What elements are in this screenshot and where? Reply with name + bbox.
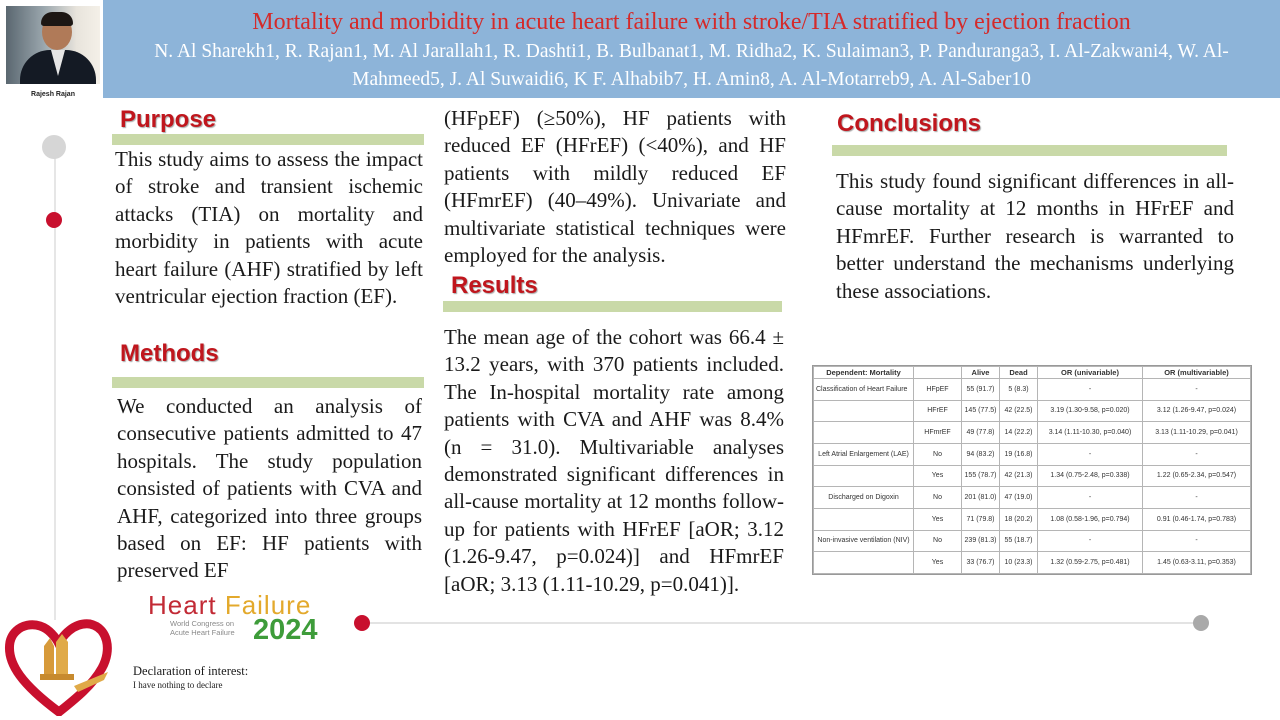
table-cell: Yes (914, 508, 962, 530)
table-row (814, 400, 1251, 422)
table-cell: Non-invasive ventilation (NIV) (814, 530, 914, 552)
table-cell (814, 465, 914, 487)
table-cell: Yes (914, 465, 962, 487)
methods-text-continued: (HFpEF) (≥50%), HF patients with reduced EF (HFrEF) (<40%), and HF patients with mildly reduced EF (HFmrEF) (40–49%). Univariate and multivariate statistical techniques were employed for the analysis. (444, 106, 786, 268)
table-cell: 10 (23.3) (1000, 552, 1038, 574)
logo-subtitle: World Congress on (170, 619, 235, 628)
table-header: OR (multivariable) (1143, 367, 1251, 379)
table-header: Dead (1000, 367, 1038, 379)
timeline-horizontal (362, 622, 1202, 624)
timeline-dot-red (46, 212, 62, 228)
table-cell: 1.45 (0.63-3.11, p=0.353) (1143, 552, 1251, 574)
table-cell: 49 (77.8) (962, 422, 1000, 444)
logo-year: 2024 (253, 614, 318, 646)
table-row (814, 422, 1251, 444)
table-cell (814, 422, 914, 444)
methods-divider (112, 377, 424, 388)
table-cell: HFmrEF (914, 422, 962, 444)
table-cell: No (914, 443, 962, 465)
table-cell: 3.14 (1.11-10.30, p=0.040) (1038, 422, 1143, 444)
table-cell: 201 (81.0) (962, 487, 1000, 509)
table-cell: 3.13 (1.11-10.29, p=0.041) (1143, 422, 1251, 444)
table-cell: Classification of Heart Failure (814, 379, 914, 401)
logo-word-heart: Heart (148, 590, 217, 620)
poster-title: Mortality and morbidity in acute heart failure with stroke/TIA stratified by ejection fraction (252, 9, 1131, 35)
table-cell: 5 (8.3) (1000, 379, 1038, 401)
table-cell (814, 400, 914, 422)
table-cell: 1.32 (0.59-2.75, p=0.481) (1038, 552, 1143, 574)
table-header: Alive (962, 367, 1000, 379)
presenter-name: Rajesh Rajan (31, 91, 75, 98)
purpose-heading: Purpose (120, 106, 217, 133)
table-header (914, 367, 962, 379)
table-cell: 1.08 (0.58-1.96, p=0.794) (1038, 508, 1143, 530)
results-heading: Results (451, 272, 538, 299)
declaration-title: Declaration of interest: (133, 664, 249, 678)
table-cell: - (1143, 487, 1251, 509)
header-banner (103, 0, 1280, 98)
table-cell: 3.12 (1.26-9.47, p=0.024) (1143, 400, 1251, 422)
table-cell: 155 (78.7) (962, 465, 1000, 487)
table-header: Dependent: Mortality (814, 367, 914, 379)
table-header: OR (univariable) (1038, 367, 1143, 379)
conclusions-divider (832, 145, 1227, 156)
table-cell: No (914, 530, 962, 552)
table-cell: 1.22 (0.65-2.34, p=0.547) (1143, 465, 1251, 487)
table-cell: Left Atrial Enlargement (LAE) (814, 443, 914, 465)
table-cell: - (1143, 443, 1251, 465)
table-cell: - (1038, 443, 1143, 465)
table-cell: 0.91 (0.46-1.74, p=0.783) (1143, 508, 1251, 530)
conclusions-heading: Conclusions (837, 110, 982, 137)
table-header-row (814, 367, 1251, 379)
table-row (814, 465, 1251, 487)
table-cell: 42 (22.5) (1000, 400, 1038, 422)
table-cell: - (1143, 379, 1251, 401)
results-text: The mean age of the cohort was 66.4 ± 13.2 years, with 370 patients included. The In-hospital mortality rate among patients with CVA and AHF was 8.4% (n = 31.0). Multivariable analyses demonstrated significant differences in all-cause mortality at 12 months follow-up for patients with HFrEF [aOR; 3.12 (1.26-9.47, p=0.024)] and HFmrEF [aOR; 3.13 (1.11-10.29, p=0.041)]. (444, 325, 784, 596)
methods-heading: Methods (120, 340, 219, 367)
table-cell: No (914, 487, 962, 509)
table-cell (814, 508, 914, 530)
table-cell: 239 (81.3) (962, 530, 1000, 552)
table-row (814, 487, 1251, 509)
table-row (814, 379, 1251, 401)
table-cell: - (1038, 487, 1143, 509)
results-divider (443, 301, 782, 312)
table-cell: 71 (79.8) (962, 508, 1000, 530)
presenter-photo (6, 6, 100, 84)
table-cell: 19 (16.8) (1000, 443, 1038, 465)
declaration-text: I have nothing to declare (133, 680, 223, 690)
table-cell: 94 (83.2) (962, 443, 1000, 465)
timeline-dot-red (354, 615, 370, 631)
table-cell: 55 (91.7) (962, 379, 1000, 401)
conclusions-text: This study found significant differences in all-cause mortality at 12 months in HFrEF and HFmrEF. Further research is warranted to better understand the mechanisms underlying these associations. (836, 169, 1234, 303)
table-cell: Discharged on Digoxin (814, 487, 914, 509)
timeline-dot-grey (42, 135, 66, 159)
table-cell: 145 (77.5) (962, 400, 1000, 422)
table-cell: - (1038, 530, 1143, 552)
table-cell: 55 (18.7) (1000, 530, 1038, 552)
table-cell: 47 (19.0) (1000, 487, 1038, 509)
table-row (814, 443, 1251, 465)
heart-emblem-icon (4, 616, 114, 716)
table-cell: 42 (21.3) (1000, 465, 1038, 487)
table-row (814, 530, 1251, 552)
table-cell: 14 (22.2) (1000, 422, 1038, 444)
timeline-dot-grey (1193, 615, 1209, 631)
table-row (814, 508, 1251, 530)
logo-subtitle: Acute Heart Failure (170, 627, 235, 637)
purpose-divider (112, 134, 424, 145)
table-cell: 3.19 (1.30-9.58, p=0.020) (1038, 400, 1143, 422)
table-cell: Yes (914, 552, 962, 574)
table-cell: - (1038, 379, 1143, 401)
mortality-table (812, 365, 1252, 575)
methods-text: We conducted an analysis of consecutive patients admitted to 47 hospitals. The study population consisted of patients with CVA and AHF, categorized into three groups based on EF: HF patients with preserved EF (117, 394, 422, 583)
table-row (814, 552, 1251, 574)
table-cell: HFpEF (914, 379, 962, 401)
table-cell: - (1143, 530, 1251, 552)
author-list: N. Al Sharekh1, R. Rajan1, M. Al Jarallah1, R. Dashti1, B. Bulbanat1, M. Ridha2, K. Sulaiman3, P. Panduranga3, I. Al-Zakwani4, W. Al-Mahmeed5, J. Al Suwaidi6, K F. Alhabib7, H. Amin8, A. Al-Motarreb9, A. Al-Saber10 (154, 41, 1229, 90)
logo-word-failure: Failure (224, 590, 312, 620)
purpose-text: This study aims to assess the impact of stroke and transient ischemic attacks (TIA) on mortality and morbidity in patients with acute heart failure (AHF) stratified by left ventricular ejection fraction (EF). (115, 147, 423, 309)
table-cell: HFrEF (914, 400, 962, 422)
table-cell: 33 (76.7) (962, 552, 1000, 574)
table-cell: 18 (20.2) (1000, 508, 1038, 530)
table-cell (814, 552, 914, 574)
table-cell: 1.34 (0.75-2.48, p=0.338) (1038, 465, 1143, 487)
heart-failure-2024-logo (148, 590, 348, 650)
